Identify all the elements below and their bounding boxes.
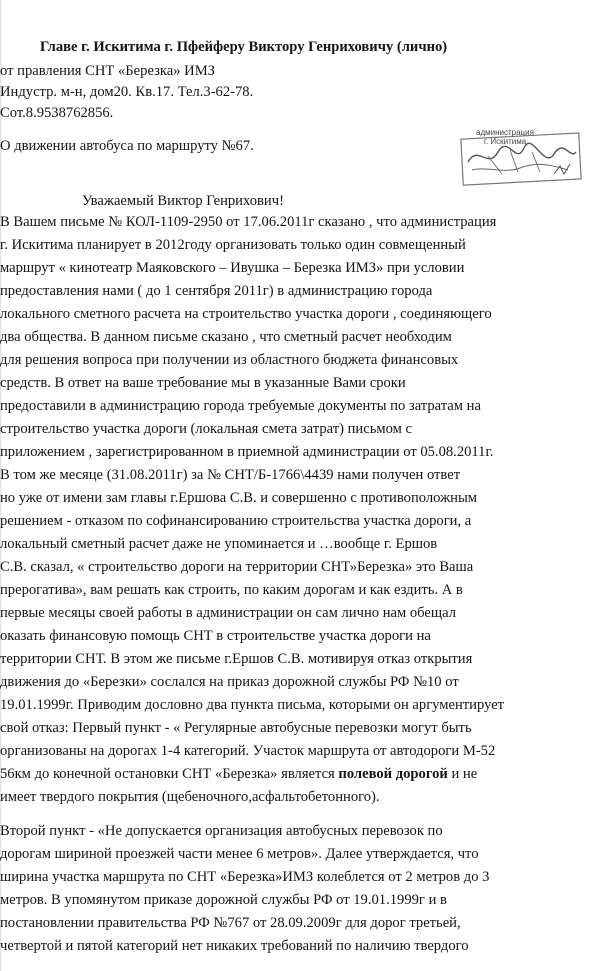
stamp-text-line1: администрация xyxy=(476,128,534,137)
body-text: 56км до конечной остановки СНТ «Березка» является xyxy=(0,766,339,782)
body-line: г. Искитима планирует в 2012году организовать только один совмещенный xyxy=(0,237,466,253)
greeting: Уважаемый Виктор Генрихович! xyxy=(82,193,284,209)
body-line: строительство участка дороги (локальная смета затрат) письмом с xyxy=(0,421,412,437)
stamp-text-line2: г. Искитима xyxy=(484,137,527,146)
body-line: решением - отказом по софинансированию строительства участка дороги, а xyxy=(0,513,472,529)
body-line: маршрут « кинотеатр Маяковского – Ивушка – Березка ИМЗ» при условии xyxy=(0,260,465,276)
body-line-with-bold xyxy=(0,765,477,783)
body-line: два общества. В данном письме сказано , что сметный расчет необходим xyxy=(0,329,452,345)
body-line: предоставления нами ( до 1 сентября 2011г) в администрацию города xyxy=(0,283,433,299)
body-line: организованы на дорогах 1-4 категорий. Участок маршрута от автодороги М-52 xyxy=(0,743,496,759)
from-line: от правления СНТ «Березка» ИМЗ xyxy=(0,63,215,79)
body-line: первые месяцы своей работы в администрации он сам лично нам обещал xyxy=(0,605,457,621)
body2-line: ширина участка маршрута по СНТ «Березка»ИМЗ колеблется от 2 метров до 3 xyxy=(0,869,490,885)
addressee-line: Главе г. Искитима г. Пфейферу Виктору Генриховичу (лично) xyxy=(40,39,448,55)
body2-line: четвертой и пятой категорий нет никаких требований по наличию твердого xyxy=(0,938,469,954)
body-line: В Вашем письме № КОЛ-1109-2950 от 17.06.2011г сказано , что администрация xyxy=(0,214,497,230)
body-text: и не xyxy=(447,766,478,782)
body-line: средств. В ответ на ваше требование мы в указанные Вами сроки xyxy=(0,375,406,391)
phone-line: Сот.8.9538762856. xyxy=(0,105,114,121)
body-line: локальный сметный расчет даже не упоминается и …вообще г. Ершов xyxy=(0,536,438,552)
body-line: свой отказ: Первый пункт - « Регулярные автобусные перевозки могут быть xyxy=(0,720,472,736)
body-line: 19.01.1999г. Приводим дословно два пункта письма, которыми он аргументирует xyxy=(0,697,505,713)
body-line: имеет твердого покрытия (щебеночного,асфальтобетонного). xyxy=(0,789,380,805)
body-line: для решения вопроса при получении из областного бюджета финансовых xyxy=(0,352,459,368)
body2-line: метров. В упомянутом приказе дорожной службы РФ от 19.01.1999г и в xyxy=(0,892,447,908)
body2-line: постановлении правительства РФ №767 от 28.09.2009г для дорог третьей, xyxy=(0,915,461,931)
body2-line: Второй пункт - «Не допускается организация автобусных перевозок по xyxy=(0,823,443,839)
body-line: прерогатива», вам решать как строить, по каким дорогам и как ездить. А в xyxy=(0,582,463,598)
subject-line: О движении автобуса по маршруту №67. xyxy=(0,138,254,154)
body-line: предоставили в администрацию города требуемые документы по затратам на xyxy=(0,398,481,414)
body-line: С.В. сказал, « строительство дороги на территории СНТ»Березка» это Ваша xyxy=(0,559,474,575)
body-line: приложением , зарегистрированном в приемной администрации от 05.08.2011г. xyxy=(0,444,494,460)
body-line: но уже от имени зам главы г.Ершова С.В. и совершенно с противоположным xyxy=(0,490,478,506)
address-line: Индустр. м-н, дом20. Кв.17. Тел.3-62-78. xyxy=(0,84,254,100)
body-line: движения до «Березки» сослался на приказ дорожной службы РФ №10 от xyxy=(0,674,459,690)
body-line: локального сметного расчета на строительство участка дороги , соединяющего xyxy=(0,306,492,322)
body-line: оказать финансовую помощь СНТ в строительстве участка дороги на xyxy=(0,628,431,644)
body2-line: дорогам шириной проезжей части менее 6 метров». Далее утверждается, что xyxy=(0,846,479,862)
registration-stamp xyxy=(458,126,586,188)
body-line: территории СНТ. В этом же письме г.Ершов С.В. мотивируя отказ открытия xyxy=(0,651,473,667)
bold-emphasis: полевой дорогой xyxy=(338,766,448,782)
body-line: В том же месяце (31.08.2011г) за № СНТ/Б-1766\4439 нами получен ответ xyxy=(0,467,461,483)
